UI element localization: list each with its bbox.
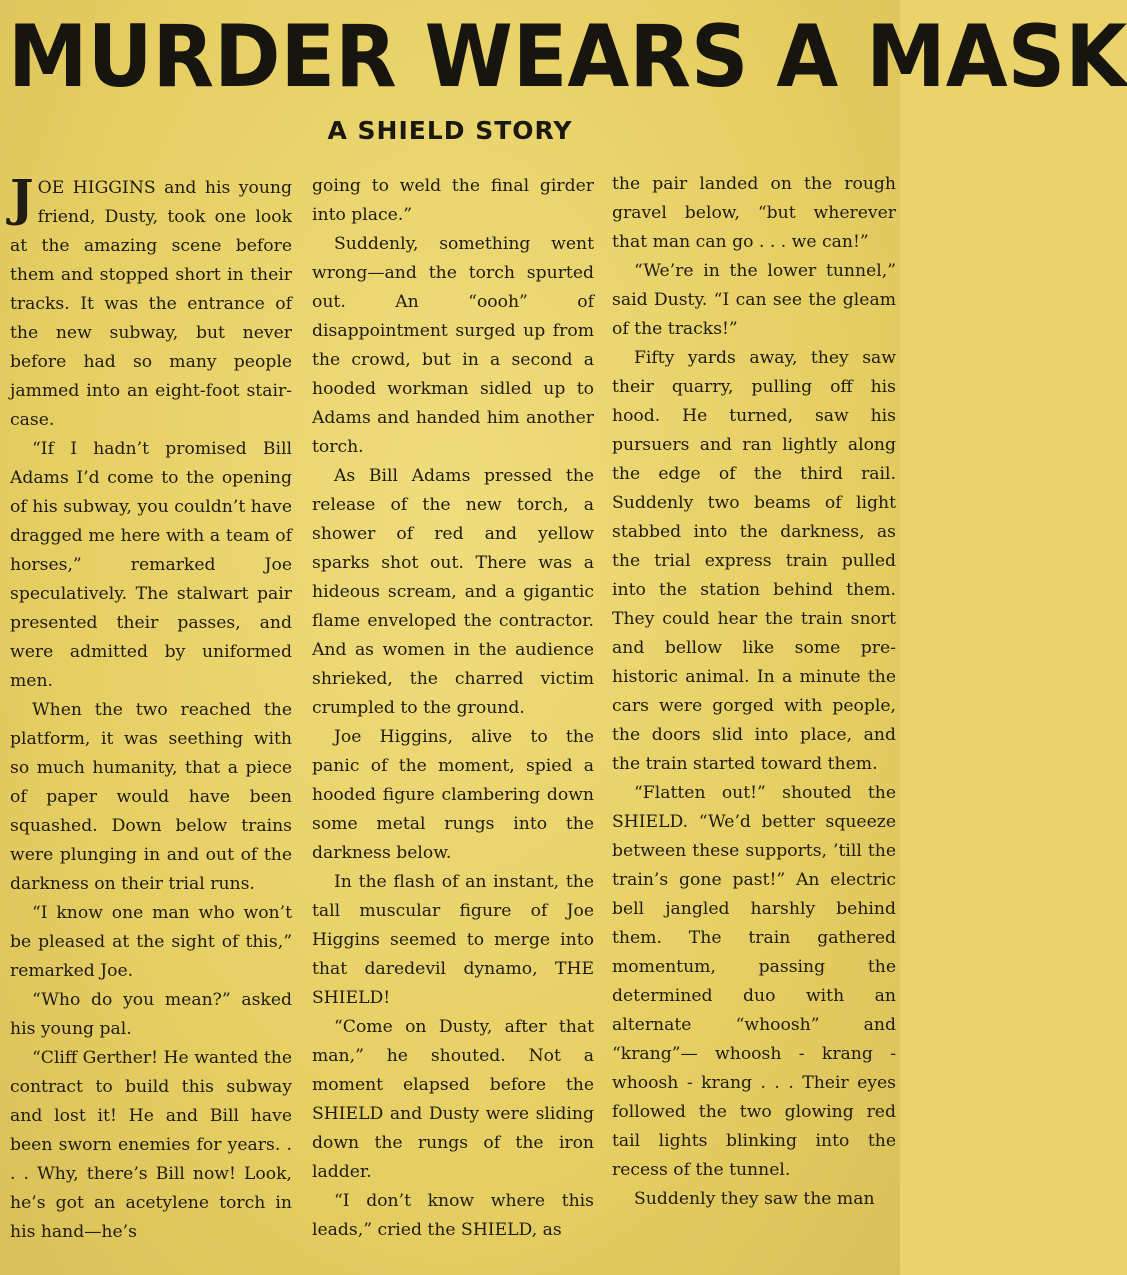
paragraph: Suddenly they saw the man — [634, 1189, 875, 1209]
paragraph: “I don’t know where this leads,” cried the SHIELD, as — [312, 1191, 594, 1240]
paragraph: Joe Higgins, alive to the panic of the moment, spied a hooded figure clambering down some metal rungs into the darkness below. — [312, 727, 594, 863]
paragraph: When the two reached the platform, it was seething with so much humanity, that a piece of paper would have been squashed. Down below trains were plunging in and out of the darkness on their trial runs. — [10, 700, 292, 894]
paragraph: “Come on Dusty, after that man,” he shouted. Not a moment elapsed before the SHIELD and Dusty were sliding down the rungs of the iron ladder. — [312, 1017, 594, 1182]
paragraph: “Who do you mean?” asked his young pal. — [10, 990, 292, 1039]
paragraph: As Bill Adams pressed the release of the new torch, a shower of red and yellow sparks shot out. There was a hideous scream, and a gigantic flame enveloped the contractor. And as women in the audience shrieked, the charred victim crumpled to the ground. — [312, 466, 594, 718]
paragraph: going to weld the final girder into place.” — [312, 176, 594, 225]
column-1 — [10, 168, 292, 1247]
paragraph: Fifty yards away, they saw their quarry, pulling off his hood. He turned, saw his pursuers and ran lightly along the edge of the third rail. Suddenly two beams of light stabbed into the darkness, as the trial express train pulled into the station behind them. They could hear the train snort and bellow like some pre-historic animal. In a minute the cars were gorged with people, the doors slid into place, and the train started toward them. — [612, 348, 896, 774]
drop-cap: J — [10, 168, 34, 227]
story-title: MURDER WEARS A MASK — [8, 7, 1127, 107]
paragraph: Suddenly, something went wrong—and the torch spurted out. An “oooh” of disappointment surged up from the crowd, but in a second a hooded workman sidled up to Adams and handed him another torch. — [312, 234, 594, 457]
column-3 — [612, 170, 896, 1214]
paragraph: “If I hadn’t promised Bill Adams I’d come to the opening of his subway, you couldn’t have dragged me here with a team of horses,” remarked Joe speculatively. The stalwart pair presented their passes, and were admitted by uniformed men. — [10, 439, 292, 691]
paragraph: the pair landed on the rough gravel below, “but wherever that man can go . . . we can!” — [612, 174, 896, 252]
story-subtitle: A SHIELD STORY — [327, 116, 573, 145]
paragraph: In the flash of an instant, the tall muscular figure of Joe Higgins seemed to merge into that daredevil dynamo, THE SHIELD! — [312, 872, 594, 1008]
paragraph: JOE HIGGINS and his young friend, Dusty, took one look at the amazing scene before them and stopped short in their tracks. It was the entrance of the new subway, but never before had so many people jammed into an eight-foot stair-case. — [10, 168, 292, 430]
paragraph: “We’re in the lower tunnel,” said Dusty. “I can see the gleam of the tracks!” — [612, 261, 896, 339]
paragraph: “Cliff Gerther! He wanted the contract to build this subway and lost it! He and Bill have been sworn enemies for years. . . . Why, there’s Bill now! Look, he’s got an acetylene torch in his hand—he’s — [10, 1048, 292, 1242]
paragraph: “Flatten out!” shouted the SHIELD. “We’d better squeeze between these supports, ’till the train’s gone past!” An electric bell jangled harshly behind them. The train gathered momentum, passing the determined duo with an alternate “whoosh” and “krang”— whoosh - krang - whoosh - krang . . . Their eyes followed the two glowing red tail lights blinking into the recess of the tunnel. — [612, 783, 896, 1180]
paragraph: “I know one man who won’t be pleased at the sight of this,” remarked Joe. — [10, 903, 292, 981]
column-2 — [312, 172, 594, 1245]
